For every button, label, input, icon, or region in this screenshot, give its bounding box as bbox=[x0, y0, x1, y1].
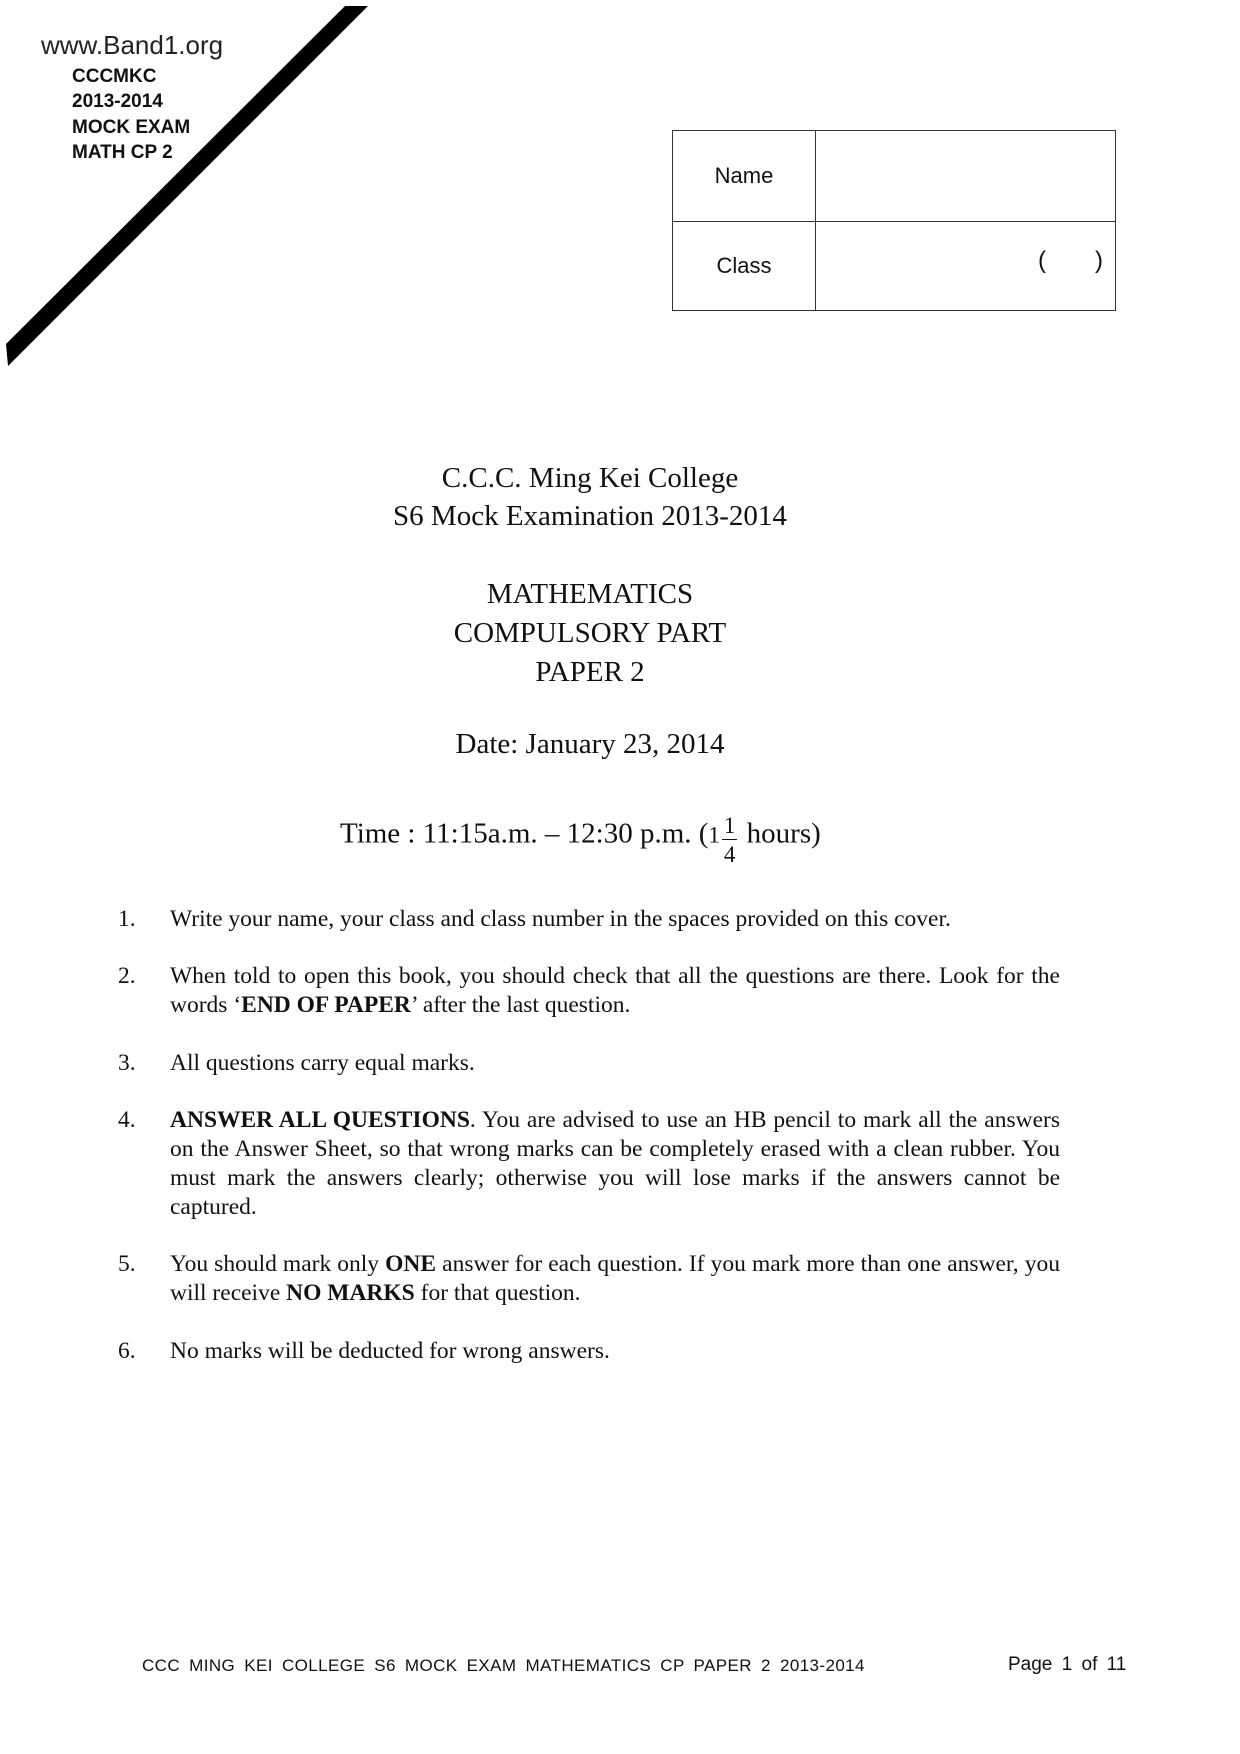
instruction-text: All questions carry equal marks. bbox=[170, 1050, 475, 1076]
time-fraction-denominator: 4 bbox=[723, 842, 736, 867]
instruction-number: 6. bbox=[118, 1338, 136, 1364]
class-number-close-paren: ) bbox=[1095, 247, 1103, 274]
class-label: Class bbox=[673, 221, 816, 311]
time-suffix: hours) bbox=[739, 817, 821, 850]
instruction-number: 2. bbox=[118, 963, 136, 989]
time-fraction-numerator: 1 bbox=[723, 813, 736, 838]
time-whole: 1 bbox=[708, 822, 720, 848]
paper-title: PAPER 2 bbox=[535, 656, 645, 688]
watermark-line-exam: MOCK EXAM bbox=[72, 117, 191, 138]
watermark-line-paper: MATH CP 2 bbox=[72, 142, 173, 163]
exam-title: S6 Mock Examination 2013-2014 bbox=[393, 500, 787, 532]
class-number-open-paren: ( bbox=[1038, 247, 1046, 274]
subject-title: MATHEMATICS bbox=[486, 578, 694, 610]
instruction-text: Write your name, your class and class number in the spaces provided on this cover. bbox=[170, 906, 951, 932]
exam-time bbox=[340, 810, 821, 870]
instruction-number: 5. bbox=[118, 1251, 136, 1277]
instruction-number: 3. bbox=[118, 1050, 136, 1076]
school-name: C.C.C. Ming Kei College bbox=[441, 462, 739, 494]
name-label: Name bbox=[673, 131, 816, 221]
instruction-number: 4. bbox=[118, 1107, 136, 1133]
class-row bbox=[673, 221, 1115, 311]
part-title: COMPULSORY PART bbox=[453, 617, 727, 649]
name-row bbox=[673, 131, 1115, 222]
instruction-text: When told to open this book, you should check that all the questions are there. Look for the words ‘END OF PAPER’ after the last question. bbox=[170, 963, 1060, 1018]
instruction-number: 1. bbox=[118, 906, 136, 932]
exam-date: Date: January 23, 2014 bbox=[455, 728, 725, 760]
instruction-text: ANSWER ALL QUESTIONS. You are advised to use an HB pencil to mark all the answers on the Answer Sheet, so that wrong marks can be completely erased with a clean rubber. You must mark the answers clearly; otherwise you will lose marks if the answers cannot be captured. bbox=[170, 1107, 1060, 1220]
student-info-box bbox=[672, 130, 1116, 311]
instruction-text: No marks will be deducted for wrong answers. bbox=[170, 1338, 610, 1364]
watermark-line-school: CCCMKC bbox=[72, 66, 157, 87]
watermark-line-year: 2013-2014 bbox=[72, 91, 163, 112]
instruction-text: You should mark only ONE answer for each question. If you mark more than one answer, you will receive NO MARKS for that question. bbox=[170, 1251, 1061, 1306]
watermark-site: www.Band1.org bbox=[41, 30, 224, 60]
time-fraction bbox=[722, 814, 738, 866]
time-prefix: Time : 11:15a.m. – 12:30 p.m. ( bbox=[340, 817, 709, 850]
footer-page-number: Page 1 of 11 bbox=[1008, 1654, 1127, 1675]
footer-paper-title: CCC MING KEI COLLEGE S6 MOCK EXAM MATHEMATICS CP PAPER 2 2013-2014 bbox=[142, 1656, 865, 1675]
